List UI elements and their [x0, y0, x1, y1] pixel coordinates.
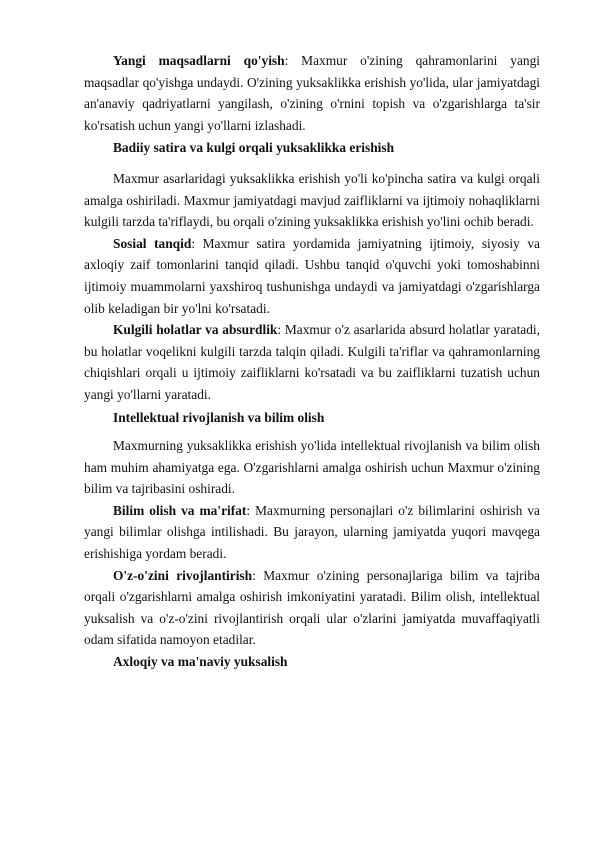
- paragraph-text: : Maxmur o'zining qahramonlarini yangi maqsadlar qo'yishga undaydi. O'zining yuksaklikka erishish yo'lida, ular jamiyatdagi an'anaviy qadriyatlarni yangilash, o'zining o'rnini topish va o'zgarishlarga ta'sir ko'rsatish uchun yangi yo'llarni izlashadi.: [84, 53, 541, 133]
- section-heading-moral: [84, 651, 540, 673]
- paragraph-intellectual-intro: [84, 435, 540, 500]
- paragraph-knowledge: [84, 500, 540, 565]
- paragraph-text: : Maxmur satira yordamida jamiyatning ijtimoiy, siyosiy va axloqiy zaif tomonlarini tanqid qiladi. Ushbu tanqid o'quvchi yoki tomoshabinni ijtimoiy muammolarni yaxshiroq tushunishga undaydi va jamiyatdagi o'zgarishlarga olib keladigan bir yo'lni ko'rsatadi.: [84, 235, 541, 316]
- term-new-goals: Yangi maqsadlarni qo'yish: [113, 53, 285, 68]
- paragraph-text: Maxmur asarlaridagi yuksaklikka erishish yo'li ko'pincha satira va kulgi orqali amalga oshiriladi. Maxmur jamiyatdagi mavjud zaifliklarni va ijtimoiy nohaqliklarni kulgili tarzda ta'riflaydi, bu orqali o'zining yuksaklikka erishish yo'lini ochib beradi.: [84, 170, 540, 230]
- paragraph-self-development: [84, 565, 540, 651]
- paragraph-text: : Maxmur o'zining personajlariga bilim va tajriba orqali o'zgarishlarni amalga oshirish imkoniyatini yaratadi. Bilim olish, intellektual yuksalish va o'z-o'zini rivojlantirish orqali ular o'zlarini jamiyatda muvaffaqiyatli odam sifatida namoyon etadilar.: [84, 567, 540, 648]
- paragraph-absurdity: [84, 319, 540, 405]
- term-knowledge: Bilim olish va ma'rifat: [113, 502, 247, 518]
- document-body: [84, 50, 540, 682]
- paragraph-text: : Maxmurning personajlari o'z bilimlarini oshirish va yangi bilimlar olishga intilishadi. Bu jarayon, ularning jamiyatda yuqori mavqega erishishiga yordam beradi.: [84, 502, 540, 562]
- paragraph-text: Maxmurning yuksaklikka erishish yo'lida intellektual rivojlanish va bilim olish ham muhim ahamiyatga ega. O'zgarishlarni amalga oshirish uchun Maxmur o'zining bilim va tajribasini oshiradi.: [84, 438, 540, 497]
- paragraph-text: : Maxmur o'z asarlarida absurd holatlar yaratadi, bu holatlar voqelikni kulgili tarzda talqin qiladi. Kulgili ta'riflar va qahramonlarning chiqishlari orqali u ijtimoiy zaifliklarni ko'rsatadi va bu zaifliklarni tuzatish uchun yangi yo'llarni yaratadi.: [84, 322, 541, 402]
- heading-text: Intellektual rivojlanish va bilim olish: [113, 409, 325, 425]
- section-heading-satire: [84, 137, 540, 159]
- term-absurdity: Kulgili holatlar va absurdlik: [113, 322, 278, 338]
- term-self-development: O'z-o'zini rivojlantirish: [113, 567, 253, 583]
- term-social-critique: Sosial tanqid: [113, 235, 192, 251]
- heading-text: Badiiy satira va kulgi orqali yuksaklikka erishish: [113, 140, 395, 156]
- paragraph-satire-intro: [84, 168, 540, 233]
- heading-text: Axloqiy va ma'naviy yuksalish: [113, 654, 288, 670]
- section-heading-intellectual: [84, 407, 540, 429]
- paragraph-new-goals: [84, 50, 540, 136]
- paragraph-social-critique: [84, 233, 540, 319]
